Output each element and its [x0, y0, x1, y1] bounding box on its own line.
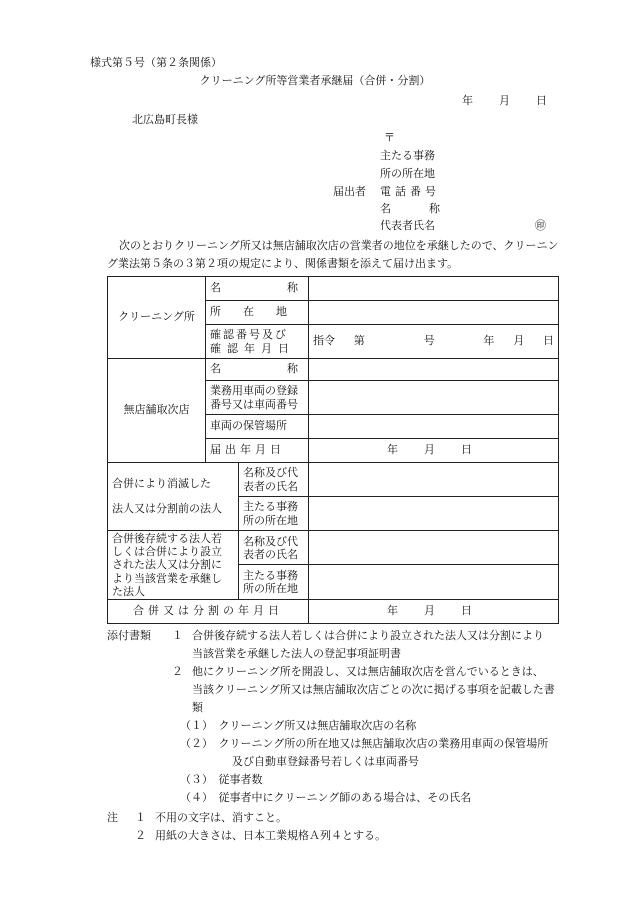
surv-addr-line2: 所の所在地	[243, 582, 298, 596]
ms-name-value[interactable]	[309, 359, 559, 381]
extinct-name-label	[239, 463, 309, 497]
surviving-line1: 合併後存続する法人若	[112, 532, 222, 545]
surviving-line2: しくは合併により設立	[112, 545, 222, 559]
note1-num: １	[135, 811, 146, 824]
seal-icon: ㊞	[535, 219, 546, 232]
ms-report-date-row	[387, 443, 472, 457]
address-label-line2: 所の所在地	[380, 167, 435, 180]
ms-year: 年	[387, 443, 398, 457]
address-label-line1: 主たる事務	[380, 149, 435, 162]
cs-confirm-line1: 確認番号及び	[210, 328, 288, 342]
cs-confirm-label	[206, 325, 309, 359]
ms-vehicle-label	[206, 381, 309, 415]
extinct-line1: 合併により消滅した	[112, 477, 211, 491]
md-day: 日	[461, 604, 472, 618]
ms-day: 日	[461, 443, 472, 457]
note1-text: 不用の文字は、消すこと。	[155, 811, 287, 824]
md-year: 年	[387, 604, 398, 618]
surviving-line4: より当該営業を承継し	[112, 571, 222, 585]
attachments-label: 添付書類	[107, 629, 151, 642]
cs-name-label: 名 称	[206, 277, 309, 301]
ms-month: 月	[424, 443, 435, 457]
note2-text: 用紙の大きさは、日本工業規格Ａ列４とする。	[155, 829, 386, 842]
succession-table	[107, 276, 559, 624]
ms-report-date-value[interactable]	[309, 439, 559, 463]
extinct-addr-line2: 所の所在地	[243, 513, 298, 527]
attach-sub3: （３） 従事者数	[180, 773, 263, 786]
cs-confirm-value[interactable]	[309, 325, 559, 359]
cs-year: 年	[483, 334, 495, 348]
attach-item1-num: １	[172, 629, 183, 642]
attach-sub1: （１） クリーニング所又は無店舗取次店の名称	[180, 719, 417, 732]
cs-location-value[interactable]	[309, 301, 559, 325]
extinct-name-line1: 名称及び代	[243, 466, 298, 480]
cs-go: 号	[423, 334, 435, 348]
date-day-label: 日	[536, 94, 547, 107]
submitter-label: 届出者	[333, 185, 366, 198]
cs-dai: 第	[353, 334, 365, 348]
surv-addr-line1: 主たる事務	[243, 569, 298, 583]
attach-sub4: （４） 従事者中にクリーニング師のある場合は、その氏名	[180, 791, 472, 804]
surv-name-value[interactable]	[309, 531, 559, 565]
merger-date-label: 合併又は分割の年月日	[108, 599, 309, 623]
md-month: 月	[424, 604, 435, 618]
date-month-label: 月	[499, 94, 510, 107]
ms-vehicle-line2: 番号又は車両番号	[210, 397, 298, 411]
ms-storage-value[interactable]	[309, 415, 559, 439]
ms-vehicle-value[interactable]	[309, 381, 559, 415]
surv-name-line1: 名称及び代	[243, 534, 298, 548]
notes-label: 注	[107, 811, 118, 824]
surv-name-label	[239, 531, 309, 565]
declaration-text: 次のとおりクリーニング所又は無店舗取次店の営業者の地位を承継したので、クリーニング業法第５条の３第２項の規定により、関係書類を添えて届け出ます。	[107, 239, 559, 270]
extinct-addr-label	[239, 497, 309, 531]
surv-addr-label	[239, 565, 309, 599]
ms-name-label: 名 称	[206, 359, 309, 381]
extinct-name-line2: 表者の氏名	[243, 479, 298, 493]
cs-name-value[interactable]	[309, 277, 559, 301]
addressee: 北広島町長様	[132, 113, 198, 126]
representative-label: 代表者氏名	[380, 219, 435, 232]
surviving-corp-label	[108, 531, 239, 600]
surv-name-line2: 表者の氏名	[243, 547, 298, 561]
merger-date-row	[387, 604, 472, 618]
surv-addr-value[interactable]	[309, 565, 559, 599]
cs-designation: 指令	[313, 334, 335, 348]
attach-item1-line2: 当該営業を承継した法人の登記事項証明書	[192, 647, 401, 660]
cs-confirm-line2: 確認年月日	[210, 341, 295, 355]
surviving-line5: た法人	[112, 584, 145, 598]
ms-vehicle-line1: 業務用車両の登録	[210, 384, 298, 398]
attach-item2-line3: 類	[192, 701, 203, 714]
name-label	[380, 202, 440, 216]
cs-confirm-row	[313, 334, 554, 348]
attach-item1-line1: 合併後存続する法人若しくは合併により設立された法人又は分割により	[192, 629, 544, 642]
note2-num: ２	[135, 829, 146, 842]
ms-report-date-label: 届出年月日	[206, 439, 309, 463]
extinct-corp-label	[108, 463, 239, 531]
extinct-name-value[interactable]	[309, 463, 559, 497]
cs-location-label: 所 在 地	[206, 301, 309, 325]
attach-item2-num: ２	[172, 665, 183, 678]
attach-item2-line2: 当該クリーニング所又は無店舗取次店ごとの次に掲げる事項を記載した書	[192, 683, 555, 696]
name-label-b: 称	[429, 202, 440, 215]
extinct-line2: 法人又は分割前の法人	[112, 501, 222, 515]
merger-date-value[interactable]	[309, 599, 559, 623]
attach-sub2-line2: 及び自動車登録番号若しくは車両番号	[232, 755, 419, 768]
postal-mark: 〒	[384, 131, 395, 144]
cs-day: 日	[542, 334, 554, 348]
attach-item2-line1: 他にクリーニング所を開設し、又は無店舗取次店を営んでいるときは、	[192, 665, 544, 678]
date-year-label: 年	[462, 94, 473, 107]
ms-storage-label: 車両の保管場所	[206, 415, 309, 439]
form-title: クリーニング所等営業者承継届（合併・分割）	[199, 74, 431, 87]
extinct-addr-value[interactable]	[309, 497, 559, 531]
attach-sub2-line1: （２） クリーニング所の所在地又は無店舗取次店の業務用車両の保管場所	[180, 737, 549, 750]
mobile-shop-label: 無店舗取次店	[108, 359, 206, 463]
extinct-addr-line1: 主たる事務	[243, 500, 298, 514]
cs-month: 月	[513, 334, 525, 348]
submission-date	[462, 94, 547, 108]
phone-label: 電話番号	[380, 185, 440, 198]
cleaning-shop-label: クリーニング所	[108, 277, 206, 359]
name-label-a: 名	[380, 202, 391, 215]
surviving-line3: された法人又は分割に	[112, 558, 222, 572]
form-number: 様式第５号（第２条関係）	[90, 56, 222, 69]
